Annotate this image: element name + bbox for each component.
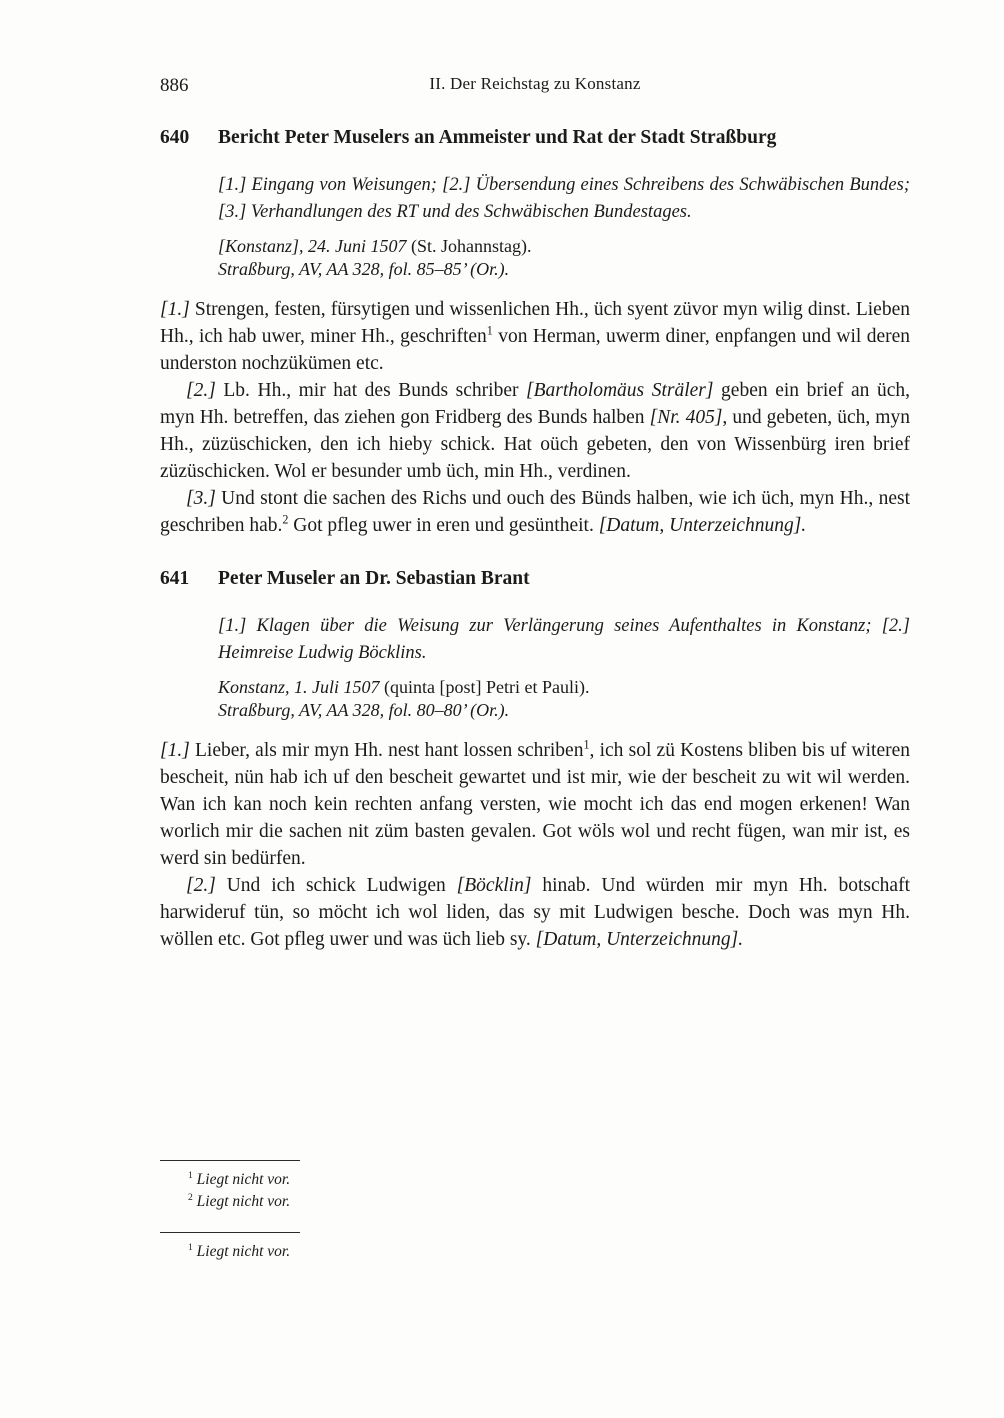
text-run: [Nr. 405] [649,407,723,428]
document-641 [160,567,910,953]
body-paragraph [160,296,910,377]
text-run: Strengen, festen, fürsytigen und wissenlichen Hh., üch syent züvor myn wilig dinst. Lieben Hh., ich hab uwer, miner Hh., geschriften [160,299,910,347]
document-body [160,737,910,953]
text-run: Got pfleg uwer in eren und gesüntheit. [288,515,599,536]
footnote-block-641 [160,1232,910,1263]
text-run: [Konstanz], 24. Juni 1507 [218,236,407,256]
text-run: [1.] [160,740,195,761]
footnote-text: Liegt nicht vor. [192,1243,291,1260]
footnote-mark: 1 [188,1241,193,1253]
footnote-text: Liegt nicht vor. [192,1193,291,1210]
page-number: 886 [160,75,189,96]
text-run: (quinta [post] Petri et Pauli). [379,677,590,697]
text-run: Lb. Hh., mir hat des Bunds schriber [223,380,527,401]
document-title: Bericht Peter Muselers an Ammeister und Rat der Stadt Straßburg [218,127,777,148]
body-paragraph [160,485,910,539]
text-run: [Bartholomäus Sträler] [526,380,714,401]
document-dateline [218,676,910,699]
footnote-reference: 2 [282,512,289,527]
document-title: Peter Museler an Dr. Sebastian Brant [218,568,530,589]
document-number: 641 [160,568,190,589]
document-heading [160,567,910,591]
text-run: Und stont die sachen des Richs und ouch des Bünds halben, wie ich üch, myn Hh., nest geschriben hab. [160,488,910,536]
text-run: geben ein brief an üch, myn Hh. betreffen, das ziehen gon Fridberg des Bunds halben [160,380,910,428]
running-head: II. Der Reichstag zu Konstanz [429,74,641,93]
page-header [160,74,910,94]
body-paragraph [160,872,910,953]
text-run: (St. Johannstag). [406,236,532,256]
footnotes-area [160,1160,910,1282]
document-summary: [1.] Klagen über die Weisung zur Verlängerung seines Aufenthaltes in Konstanz; [2.] Heimreise Ludwig Böcklins. [218,616,910,663]
text-run: [3.] [186,488,222,509]
text-run: von Herman, uwerm diner, enpfangen und wil deren underston nochzükümen etc. [160,326,911,374]
body-paragraph [160,377,910,485]
footnote-rule [160,1232,300,1233]
document-heading [160,126,910,150]
document-dateline [218,235,910,258]
text-run: Konstanz, 1. Juli 1507 [218,677,380,697]
document-summary: [1.] Eingang von Weisungen; [2.] Übersendung eines Schreibens des Schwäbischen Bundes; [3.] Verhandlungen des RT und des Schwäbischen Bundestages. [218,175,910,222]
footnote [160,1191,910,1213]
footnote-mark: 2 [188,1191,193,1203]
document-body [160,296,910,539]
text-run: hinab. Und würden mir myn Hh. botschaft harwideruf tün, so möcht ich wol liden, das sy mit Ludwigen besche. Doch was myn Hh. wöllen etc. Got pfleg uwer und was üch lieb sy. [160,875,910,950]
document-source: Straßburg, AV, AA 328, fol. 85–85’ (Or.). [218,259,510,279]
text-run: [Datum, Unterzeichnung]. [598,515,807,536]
text-run: [Böcklin] [456,875,532,896]
footnote-block-640 [160,1160,910,1213]
footnote-reference: 1 [486,323,493,338]
text-run: [1.] [160,299,195,320]
document-number: 640 [160,127,190,148]
footnote-mark: 1 [188,1169,193,1181]
text-run: [2.] [186,875,227,896]
document-640 [160,126,910,539]
document-source: Straßburg, AV, AA 328, fol. 80–80’ (Or.). [218,700,510,720]
footnote-rule [160,1160,300,1161]
footnote-list [160,1169,910,1213]
body-paragraph [160,737,910,872]
footnote-text: Liegt nicht vor. [192,1171,291,1188]
footnote-list [160,1241,910,1263]
footnote [160,1169,910,1191]
text-run: Lieber, als mir myn Hh. nest hant lossen schriben [195,740,584,761]
text-run: , und gebeten, üch, myn Hh., züzüschicken, den ich hieby schick. Hat oüch gebeten, den von Wissenbürg iren brief züzüschicken. Wol er besunder umb üch, min Hh., verdinen. [160,407,910,482]
text-run: [2.] [186,380,224,401]
text-run: Und ich schick Ludwigen [226,875,457,896]
text-run: , ich sol zü Kostens bliben bis uf witeren bescheit, nün hab ich uf den bescheit gewartet und ist mir, wie der bescheit zu wit wil werden. Wan ich kan noch kein rechten anfang versten, wie mocht ich das end mogen erkenen! Wan worlich mir die sachen nit züm basten gevalen. Got wöls wol und recht fügen, wan mir ist, es werd sin bedürfen. [160,740,910,869]
text-run: [Datum, Unterzeichnung]. [535,929,744,950]
footnote-reference: 1 [583,737,590,752]
footnote [160,1241,910,1263]
